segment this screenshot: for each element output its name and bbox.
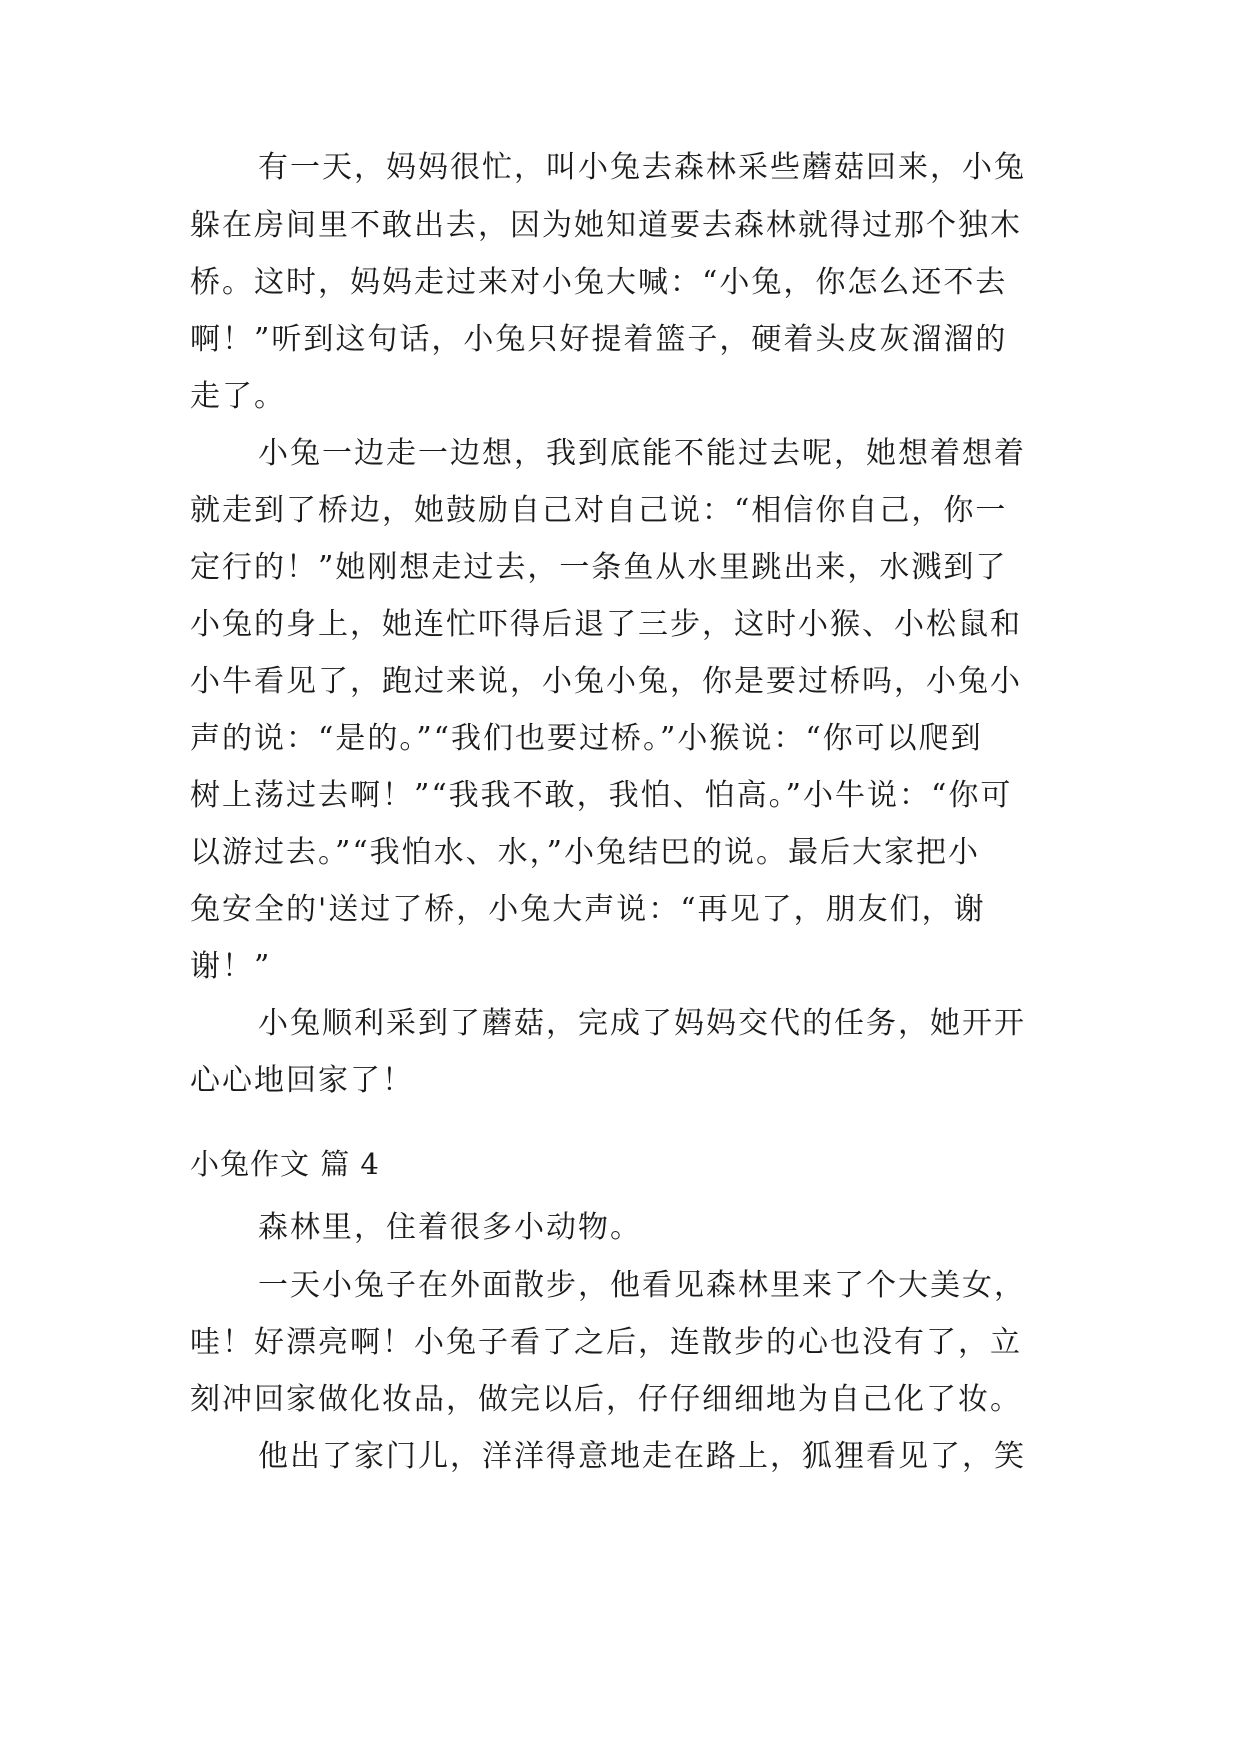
- paragraph-line: 他出了家门儿，洋洋得意地走在路上，狐狸看见了，笑: [258, 1439, 1026, 1474]
- paragraph-line: 有一天，妈妈很忙，叫小兔去森林采些蘑菇回来，小兔: [258, 150, 1026, 185]
- paragraph-line: 啊！”听到这句话，小兔只好提着篮子，硬着头皮灰溜溜的: [190, 322, 1008, 357]
- paragraph-line: 森林里，住着很多小动物。: [258, 1210, 642, 1245]
- paragraph-line: 树上荡过去啊！”“我我不敢，我怕、怕高。”小牛说：“你可: [190, 778, 1013, 813]
- paragraph-line: 心心地回家了！: [190, 1063, 414, 1098]
- section-heading: 小兔作文 篇 4: [190, 1147, 380, 1181]
- paragraph-line: 兔安全的'送过了桥，小兔大声说：“再见了，朋友们，谢: [190, 892, 986, 927]
- paragraph-line: 桥。这时，妈妈走过来对小兔大喊：“小兔，你怎么还不去: [190, 265, 1008, 300]
- paragraph-line: 小牛看见了，跑过来说，小兔小兔，你是要过桥吗，小兔小: [190, 664, 1022, 699]
- paragraph-line: 声的说：“是的。”“我们也要过桥。”小猴说：“你可以爬到: [190, 721, 983, 756]
- paragraph-line: 躲在房间里不敢出去，因为她知道要去森林就得过那个独木: [190, 208, 1022, 243]
- paragraph-line: 小兔顺利采到了蘑菇，完成了妈妈交代的任务，她开开: [258, 1006, 1026, 1041]
- paragraph-line: 小兔一边走一边想，我到底能不能过去呢，她想着想着: [258, 436, 1026, 471]
- paragraph-line: 小兔的身上，她连忙吓得后退了三步，这时小猴、小松鼠和: [190, 607, 1022, 642]
- paragraph-line: 定行的！”她刚想走过去，一条鱼从水里跳出来，水溅到了: [190, 550, 1008, 585]
- paragraph-line: 哇！好漂亮啊！小兔子看了之后，连散步的心也没有了，立: [190, 1325, 1022, 1360]
- paragraph-line: 刻冲回家做化妆品，做完以后，仔仔细细地为自己化了妆。: [190, 1382, 1022, 1417]
- paragraph-line: 谢！”: [190, 949, 272, 984]
- paragraph-line: 走了。: [190, 379, 286, 414]
- paragraph-line: 以游过去。”“我怕水、水，”小兔结巴的说。最后大家把小: [190, 835, 981, 870]
- paragraph-line: 一天小兔子在外面散步，他看见森林里来了个大美女，: [258, 1268, 1026, 1303]
- paragraph-line: 就走到了桥边，她鼓励自己对自己说：“相信你自己，你一: [190, 493, 1008, 528]
